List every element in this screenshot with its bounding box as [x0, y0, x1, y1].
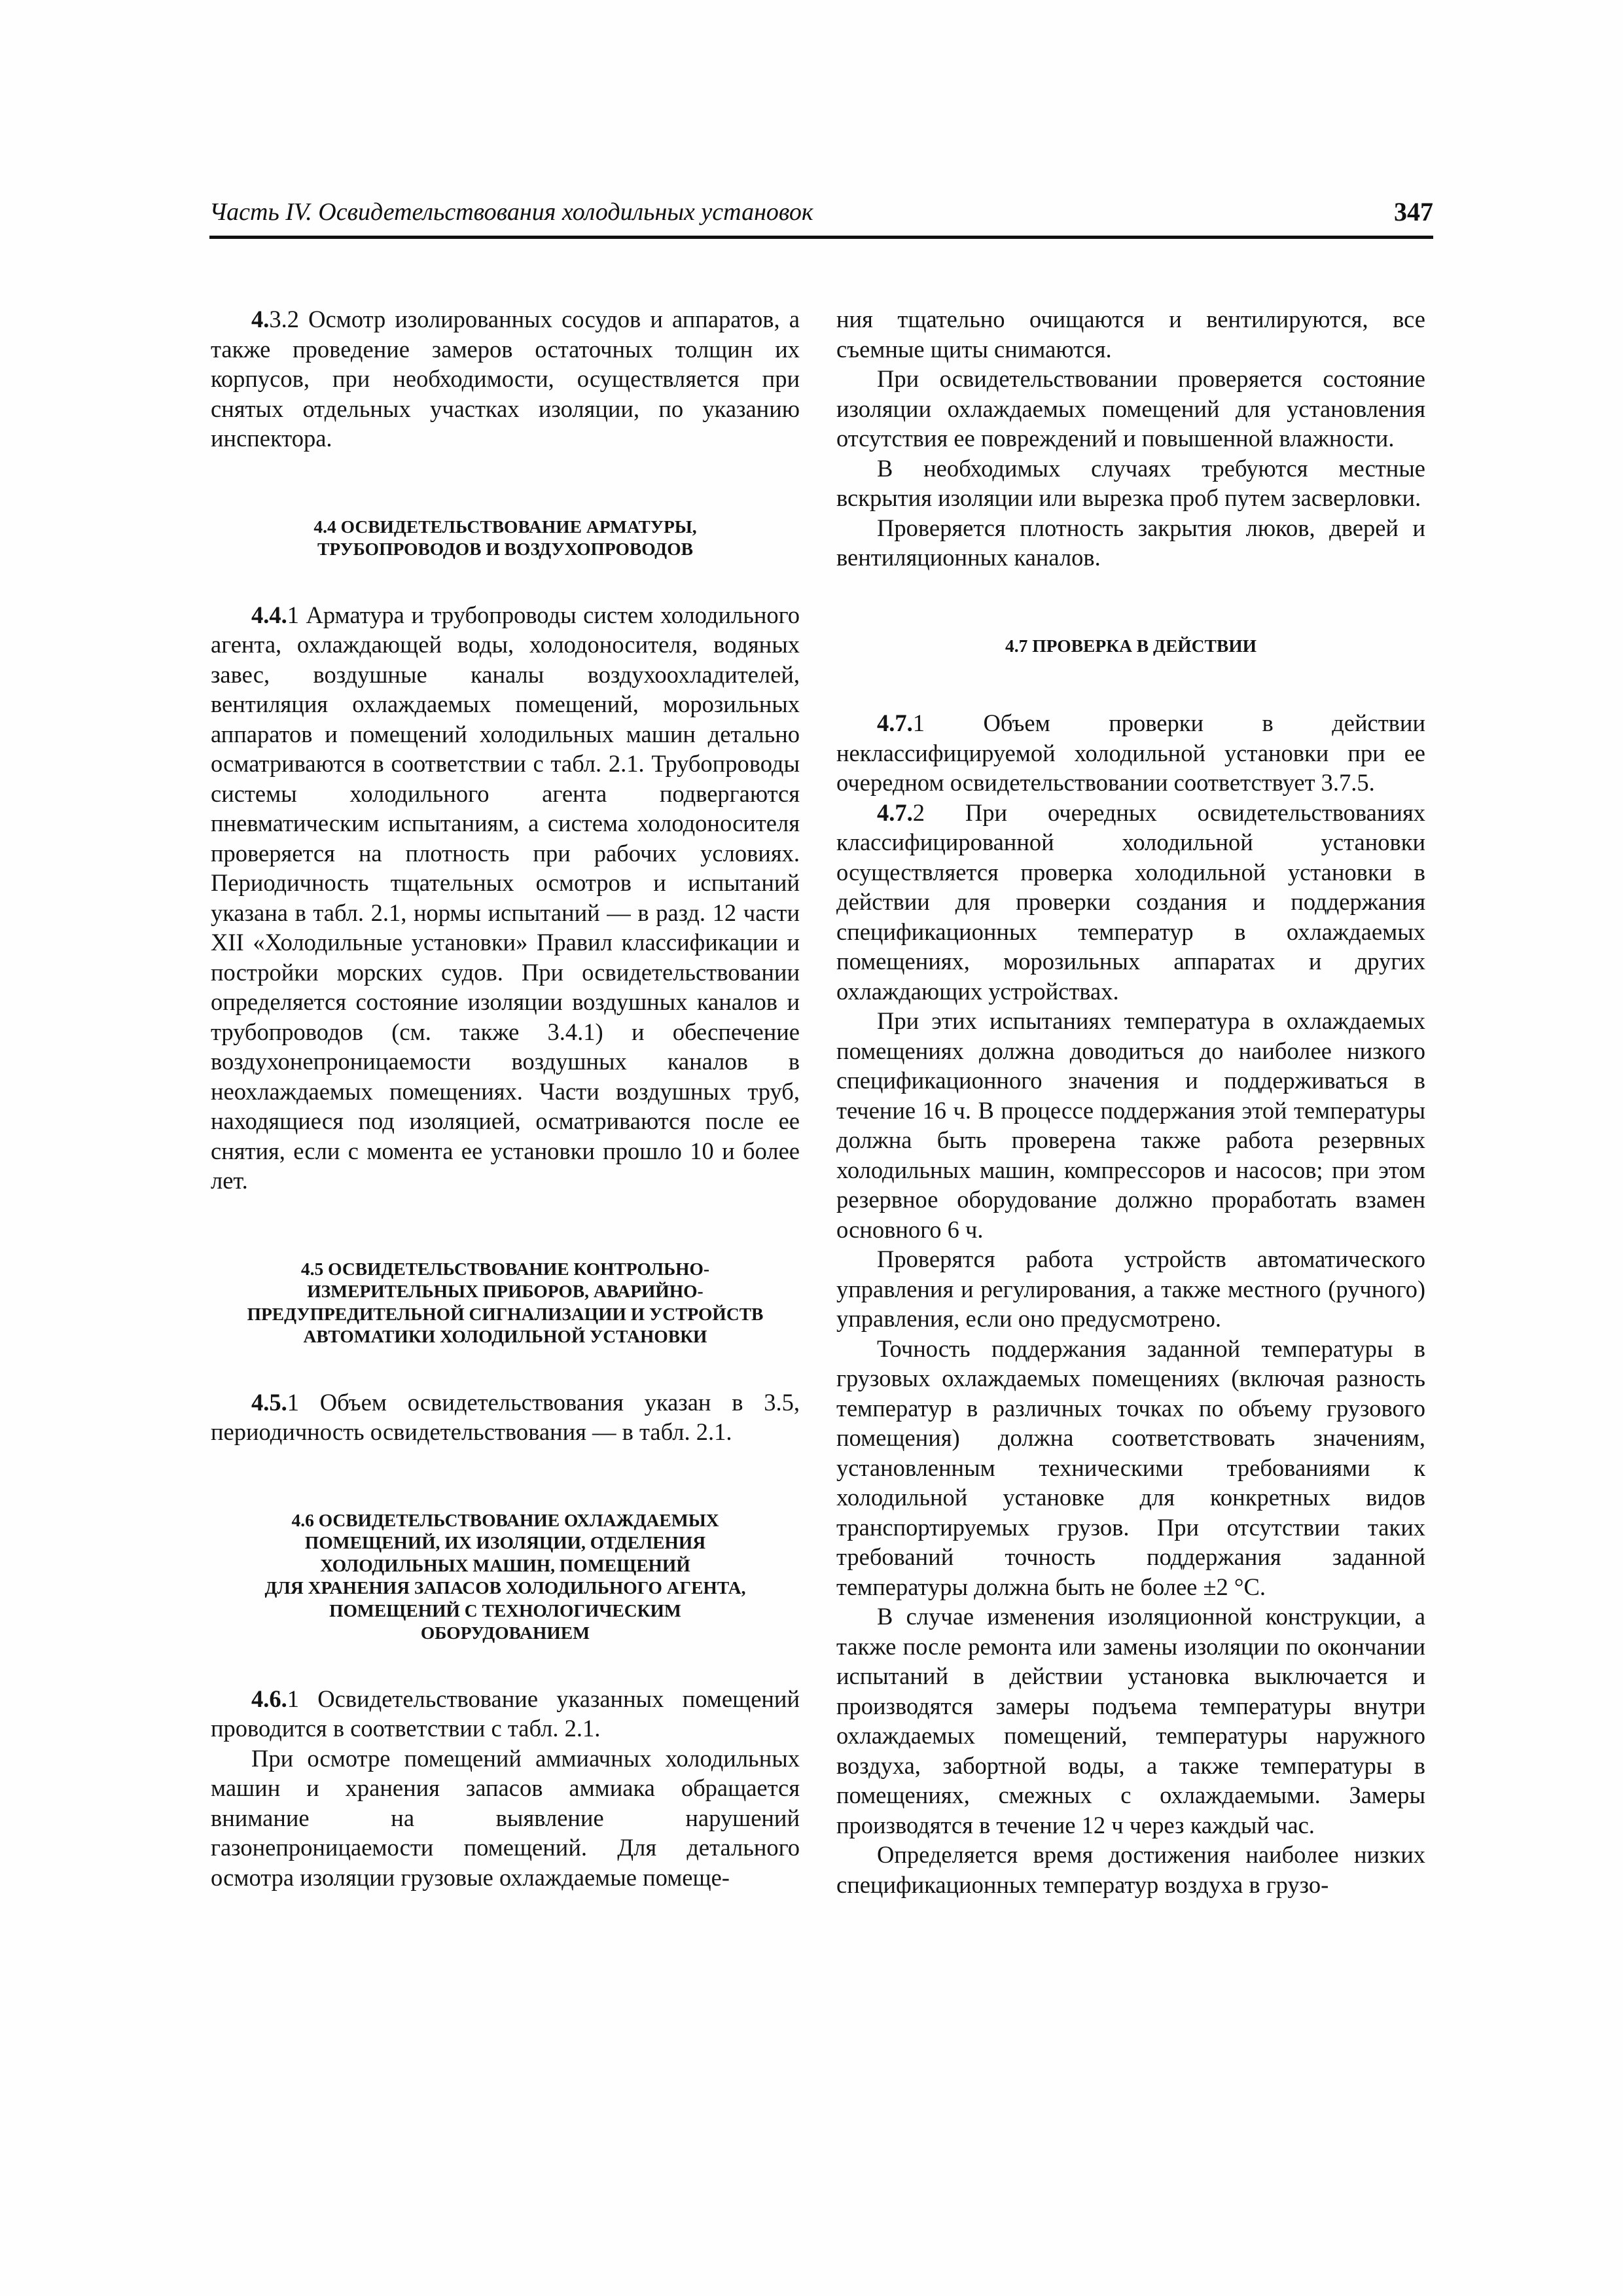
left-column [211, 304, 800, 2124]
paragraph-time-determination: Определяется время достижения наиболее низких спецификационных температур воздуха в грузо- [836, 1841, 1425, 1898]
section-heading-4-6 [211, 1509, 800, 1645]
heading-line: АВТОМАТИКИ ХОЛОДИЛЬНОЙ УСТАНОВКИ [303, 1326, 707, 1346]
heading-line: ДЛЯ ХРАНЕНИЯ ЗАПАСОВ ХОЛОДИЛЬНОГО АГЕНТА, [264, 1577, 746, 1598]
heading-line: ТРУБОПРОВОДОВ И ВОЗДУХОПРОВОДОВ [317, 539, 693, 559]
paragraph-insulation-change: В случае изменения изоляционной конструкции, а также после ремонта или замены изоляции по окончании испытаний в действии установка выключается и производятся замеры подъема температуры внутри охлаждаемых помещений, температуры наружного воздуха, забортной воды, а также температуры в помещениях, смежных с охлаждаемыми. Замеры производятся в течение 12 ч через каждый час. [836, 1603, 1425, 1839]
heading-line: ПОМЕЩЕНИЙ, ИХ ИЗОЛЯЦИИ, ОТДЕЛЕНИЯ [304, 1532, 706, 1552]
clause-number: 4.5. [251, 1388, 287, 1416]
section-heading-4-7: 4.7 ПРОВЕРКА В ДЕЙСТВИИ [1005, 635, 1257, 656]
section-heading-4-5 [211, 1258, 800, 1348]
heading-line: 4.5 ОСВИДЕТЕЛЬСТВОВАНИЕ КОНТРОЛЬНО- [300, 1258, 710, 1279]
section-heading-4-4 [211, 516, 800, 561]
paragraph-4-6-1 [211, 1684, 800, 1744]
clause-number: 4. [251, 306, 270, 332]
paragraph-4-7-1 [836, 708, 1425, 798]
paragraph-text: 2 При очередных освидетельствованиях классифицированной холодильной установки осуществляется проверка холодильной установки в действии для проверки создания и поддержания спецификационных температур в охлаждаемых помещениях, морозильных аппаратах и других охлаждающих устройствах. [836, 798, 1425, 1005]
clause-number: 4.6. [251, 1685, 287, 1712]
paragraph-ammonia-inspection: При осмотре помещений аммиачных холодильных машин и хранения запасов аммиака обращается внимание на выявление нарушений газонепроницаемости помещений. Для детального осмотра изоляции грузовые охлаждаемые помеще- [211, 1744, 800, 1891]
paragraph-test-temperature: При этих испытаниях температура в охлаждаемых помещениях должна доводиться до наиболее низкого спецификационного значения и поддерживаться в течение 16 ч. В процессе поддержания этой температуры должна быть проверена также работа резервных холодильных машин, компрессоров и насосов; при этом резервное оборудование должно проработать взамен основного 6 ч. [836, 1007, 1425, 1243]
clause-number: 4.7. [877, 798, 913, 826]
paragraph-text: 1 Объем освидетельствования указан в 3.5, периодичность освидетельствования — в табл. 2.1. [211, 1388, 800, 1445]
paragraph-temperature-accuracy: Точность поддержания заданной температуры в грузовых охлаждаемых помещениях (включая разность температур в различных точках по объему грузового помещения) должна соответствовать значениям, установленным техническими требованиями к холодильной установке для конкретных видов транспортируемых грузов. При отсутствии таких требований точность поддержания заданной температуры должна быть не более ±2 °С. [836, 1335, 1425, 1600]
paragraph-text: 1 Объем проверки в действии неклассифицируемой холодильной установки при ее очередном освидетельствовании соответствует 3.7.5. [836, 709, 1425, 796]
clause-number: 4.7. [877, 709, 913, 736]
paragraph-text: 1 Арматура и трубопроводы систем холодильного агента, охлаждающей воды, холодоносителя, водяных завес, воздушные каналы воздухоохладителей, вентиляция охлаждаемых помещений, морозильных аппаратов и помещений холодильных машин детально осматриваются в соответствии с табл. 2.1. Трубопроводы системы холодильного агента подвергаются пневматическим испытаниям, а система холодоносителя проверяется на плотность при рабочих условиях. Периодичность тщательных осмотров и испытаний указана в табл. 2.1, нормы испытаний — в разд. 12 части XII «Холодильные установки» Правил классификации и постройки морских судов. При освидетельствовании определяется состояние изоляции воздушных каналов и трубопроводов (см. также 3.4.1) и обеспечение воздухонепроницаемости воздушных каналов в неохлаждаемых помещениях. Части воздушных труб, находящиеся под изоляцией, осматриваются после ее снятия, если с момента ее установки прошло 10 и более лет. [211, 601, 800, 1194]
clause-number: 4.4. [251, 601, 287, 628]
running-title: Часть IV. Освидетельствования холодильных установок [209, 198, 813, 226]
paragraph-insulation-check: При освидетельствовании проверяется состояние изоляции охлаждаемых помещений для установления отсутствия ее повреждений и повышенной влажности. [836, 365, 1425, 452]
paragraph-4-4-1 [211, 600, 800, 1196]
paragraph-automation-check: Проверятся работа устройств автоматического управления и регулирования, а также местного (ручного) управления, если оно предусмотрено. [836, 1246, 1425, 1332]
heading-line: ПОМЕЩЕНИЙ С ТЕХНОЛОГИЧЕСКИМ [329, 1600, 681, 1621]
running-header [209, 196, 1433, 239]
paragraph-4-3-2 [211, 304, 800, 454]
right-column [836, 304, 1425, 2124]
paragraph-text: 1 Освидетельствование указанных помещений проводится в соответствии с табл. 2.1. [211, 1685, 800, 1742]
paragraph-continuation: ния тщательно очищаются и вентилируются, все съемные щиты снимаются. [836, 306, 1425, 363]
paragraph-4-5-1 [211, 1388, 800, 1447]
paragraph-text: 3.2 Осмотр изолированных сосудов и аппаратов, а также проведение замеров остаточных толщин их корпусов, при необходимости, осуществляется при снятых отдельных участках изоляции, по указанию инспектора. [211, 306, 800, 452]
paragraph-4-7-2 [836, 798, 1425, 1007]
heading-line: 4.4 ОСВИДЕТЕЛЬСТВОВАНИЕ АРМАТУРЫ, [313, 516, 697, 537]
heading-line: ХОЛОДИЛЬНЫХ МАШИН, ПОМЕЩЕНИЙ [320, 1554, 690, 1575]
paragraph-local-openings: В необходимых случаях требуются местные вскрытия изоляции или вырезка проб путем засверловки. [836, 454, 1425, 511]
paragraph-hatch-tightness: Проверяется плотность закрытия люков, дверей и вентиляционных каналов. [836, 514, 1425, 571]
heading-line: ИЗМЕРИТЕЛЬНЫХ ПРИБОРОВ, АВАРИЙНО- [307, 1281, 704, 1301]
heading-line: ОБОРУДОВАНИЕМ [420, 1623, 590, 1643]
heading-line: ПРЕДУПРЕДИТЕЛЬНОЙ СИГНАЛИЗАЦИИ И УСТРОЙСТВ [247, 1303, 764, 1324]
page-number: 347 [1394, 197, 1433, 226]
heading-line: 4.6 ОСВИДЕТЕЛЬСТВОВАНИЕ ОХЛАЖДАЕМЫХ [291, 1509, 719, 1530]
